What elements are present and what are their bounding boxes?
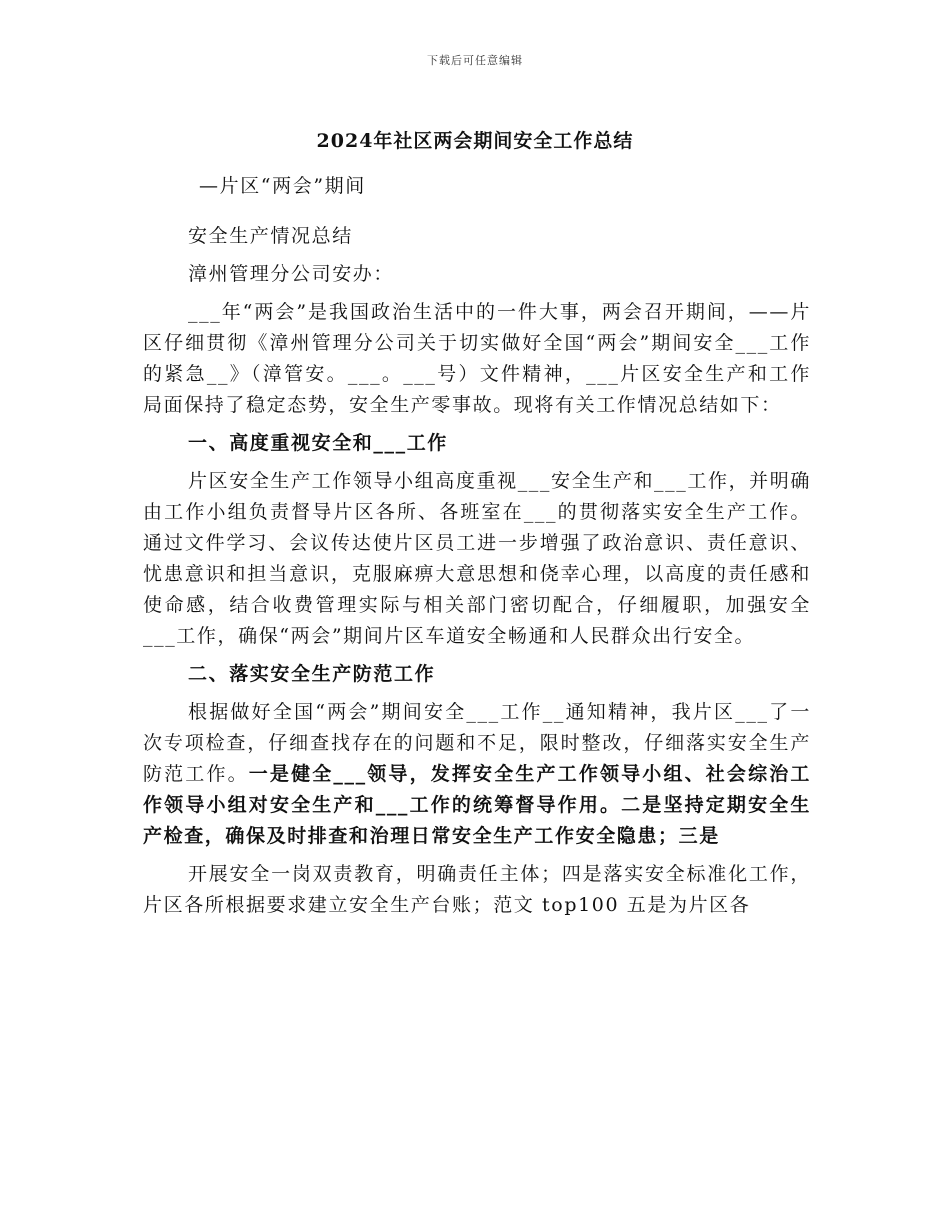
- section-2-continued: 开展安全一岗双责教育，明确责任主体；四是落实安全标准化工作，片区各所根据要求建立安全生产台账；范文 top100 五是为片区各: [143, 863, 811, 916]
- intro-paragraph: ___年“两会”是我国政治生活中的一件大事，两会召开期间，——片区仔细贯彻《漳州管理分公司关于切实做好全国“两会”期间安全___工作的紧急__》（漳管安。___。___号）文件精神，___片区安全生产和工作局面保持了稳定态势，安全生产零事故。现将有关工作情况总结如下：: [143, 301, 811, 416]
- document-subject: 安全生产情况总结: [188, 225, 353, 247]
- section-2-body-plain: 根据做好全国“两会”期间安全___工作__通知精神，我片区___了一次专项检查，仔细查找存在的问题和不足，限时整改，仔细落实安全生产防范工作。: [143, 701, 811, 785]
- page-header-note: 下载后可任意编辑: [427, 54, 523, 67]
- section-1-body: 片区安全生产工作领导小组高度重视___安全生产和___工作，并明确由工作小组负责督导片区各所、各班室在___的贯彻落实安全生产工作。通过文件学习、会议传达使片区员工进一步增强了政治意识、责任意识、忧患意识和担当意识，克服麻痹大意思想和侥幸心理，以高度的责任感和使命感，结合收费管理实际与相关部门密切配合，仔细履职，加强安全___工作，确保“两会”期间片区车道安全畅通和人民群众出行安全。: [143, 470, 811, 647]
- section-1-heading: 一、高度重视安全和___工作: [188, 432, 448, 454]
- document-subtitle: —片区“两会”期间: [199, 175, 366, 197]
- document-body: [143, 172, 811, 921]
- addressee: 漳州管理分公司安办：: [188, 263, 395, 285]
- document-title: 2024年社区两会期间安全工作总结: [316, 130, 634, 152]
- section-2-heading: 二、落实安全生产防范工作: [188, 663, 436, 685]
- section-2-body: [143, 697, 811, 852]
- section-2-body-bold: 一是健全___领导，发挥安全生产工作领导小组、社会综治工作领导小组对安全生产和___工作的统筹督导作用。二是坚持定期安全生产检查，确保及时排查和治理日常安全生产工作安全隐患；三是: [143, 763, 811, 847]
